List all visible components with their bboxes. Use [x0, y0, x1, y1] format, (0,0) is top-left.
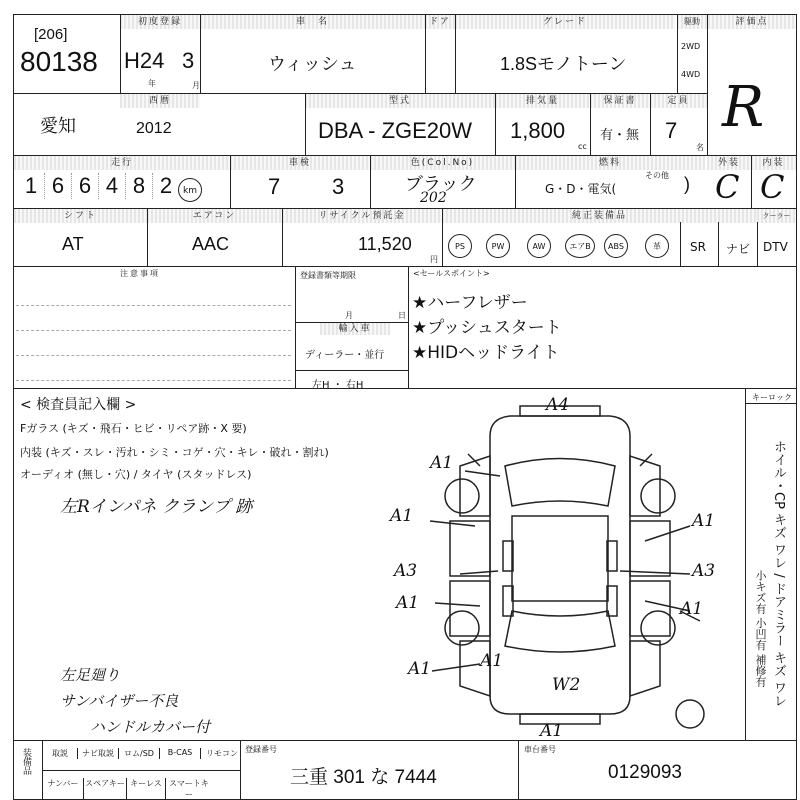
reg-deadline-header: 登録書類等期限 — [300, 271, 356, 280]
item-spare-key: スペアキー — [84, 778, 127, 800]
displacement-header: 排気量 — [495, 94, 590, 108]
sales-point: ★プッシュスタート — [412, 318, 562, 338]
car-roof — [512, 516, 608, 601]
mileage-digit: 2 — [159, 173, 173, 198]
first-reg-era: H24 — [124, 48, 165, 73]
shaken-year: 7 — [268, 174, 281, 199]
capacity-unit: 名 — [696, 143, 704, 152]
sales-point: ★HIDヘッドライト — [412, 343, 560, 363]
first-reg-month: 3 — [182, 48, 195, 73]
equip-sr: SR — [690, 240, 706, 254]
color-header: 色(Col.No) — [370, 156, 515, 170]
fuel-other: その他 — [645, 171, 669, 180]
keyless-label: キーロック — [752, 393, 792, 402]
car-windshield — [505, 459, 615, 507]
month-unit: 月 — [192, 81, 200, 90]
inspector-glass-line: Fガラス (キズ・飛石・ヒビ・リペア跡・X 要) — [20, 422, 247, 435]
car-body-outline — [490, 416, 630, 714]
car-left-rear-door — [450, 581, 490, 636]
sales-points-header: <セールスポイント> — [413, 269, 490, 278]
mileage-digit: 1 — [18, 173, 45, 199]
wheel-front-left — [445, 479, 479, 513]
chassis-number: 0129093 — [608, 762, 682, 783]
color-code: 202 — [420, 190, 447, 206]
drive-2wd: 2WD — [681, 42, 701, 51]
inspector-interior-line: 内装 (キズ・スレ・汚れ・シミ・コゲ・穴・キレ・破れ・割れ) — [20, 446, 329, 459]
inspector-audio-line: オーディオ (無し・穴) / タイヤ (スタッドレス) — [20, 468, 252, 481]
exterior-score: C — [715, 168, 740, 206]
year-unit: 年 — [148, 79, 156, 88]
items-label: 装備品 — [21, 748, 31, 775]
door-header: ドア — [425, 15, 455, 29]
inspector-note: 左足廻り — [60, 666, 121, 684]
item-navi-manual: ナビ取説 — [78, 748, 119, 759]
item-keyless: キーレス — [127, 778, 166, 800]
recycle-header: リサイクル預託金 — [282, 209, 442, 223]
item-rom-sd: ロム/SD — [119, 748, 160, 759]
item-bcas: B-CAS — [160, 748, 201, 759]
shaken-month: 3 — [332, 174, 345, 199]
displacement: 1,800 — [510, 118, 566, 143]
equip-abs: ABS — [604, 234, 628, 258]
damage-mark: A3 — [692, 561, 716, 581]
inspector-note: ハンドルカバー付 — [90, 718, 211, 736]
equip-ps: PS — [448, 234, 472, 258]
plate-label: 登録番号 — [245, 745, 277, 754]
name-header: 車 名 — [200, 15, 425, 29]
mileage-digit: 6 — [72, 173, 99, 199]
shift: AT — [62, 234, 84, 254]
items-row1 — [43, 748, 243, 759]
item-smart-key: スマートキー — [169, 779, 209, 799]
mileage-digits — [18, 173, 179, 199]
item-plate: ナンバー — [43, 778, 84, 800]
grade-header: グレード — [455, 15, 675, 29]
dealer-option: ディーラー・並行 — [305, 350, 385, 361]
ac: AAC — [192, 234, 230, 254]
wheel-front-right — [641, 479, 675, 513]
cooler-header: クーラー — [757, 209, 796, 223]
damage-mark: A1 — [692, 511, 716, 531]
damage-mark: A3 — [394, 561, 418, 581]
item-manual: 取説 — [43, 748, 78, 759]
fuel-options: G・D・電気( — [545, 182, 617, 196]
equipment-header: 純正装備品 — [442, 209, 757, 223]
equip-leather: 革 — [645, 234, 669, 258]
interior-header: 内装 — [751, 156, 796, 170]
damage-mark: W2 — [552, 675, 581, 695]
fuel-header: 燃料 — [515, 156, 705, 170]
spare-tire — [676, 700, 704, 728]
car-diagram — [380, 396, 740, 740]
plate-number: 三重 301 な 7444 — [290, 767, 437, 788]
steering-option: 左H ・ 右H — [312, 380, 364, 391]
chassis-label: 車台番号 — [524, 745, 556, 754]
lot-bracket: [206] — [34, 26, 68, 43]
equip-airbag: エアB — [565, 234, 595, 258]
prefecture: 愛知 — [40, 116, 76, 136]
items-row2 — [43, 778, 212, 800]
capacity-header: 定員 — [650, 94, 707, 108]
fuel-close: ) — [684, 174, 690, 194]
equip-navi: ナビ — [726, 242, 751, 256]
equip-pw: PW — [486, 234, 510, 258]
first-reg-header: 初度登録 — [120, 15, 200, 29]
car-name: ウィッシュ — [268, 54, 357, 74]
recycle-fee: 11,520 — [358, 234, 412, 254]
shaken-header: 車検 — [230, 156, 370, 170]
exterior-header: 外装 — [707, 156, 751, 170]
score-header: 評価点 — [708, 15, 796, 29]
lot-number: 80138 — [20, 46, 98, 77]
damage-mark: A1 — [408, 659, 432, 679]
inspector-note: サンバイザー不良 — [60, 692, 179, 710]
model-code: DBA - ZGE20W — [318, 118, 473, 143]
equip-aw: AW — [527, 234, 551, 258]
deadline-month: 月 — [345, 311, 353, 320]
car-rear-window — [505, 611, 615, 652]
diagram-side-note: ホイル・CP キズ ワレ / ドアミラー キズ ワレ — [771, 440, 786, 708]
model-header: 型式 — [305, 94, 495, 108]
damage-mark: A1 — [430, 453, 454, 473]
diagram-side-note2: 小キズ有 小凹有 補修有 — [754, 570, 767, 687]
warranty: 有・無 — [600, 128, 640, 143]
deadline-day: 日 — [398, 311, 406, 320]
damage-mark: A1 — [680, 599, 704, 619]
color-name: ブラック — [405, 174, 477, 194]
damage-mark: A1 — [540, 721, 564, 740]
mileage-digit: 4 — [99, 173, 126, 199]
equip-dtv: DTV — [763, 240, 788, 254]
car-right-front-door — [630, 521, 670, 576]
cc-unit: cc — [578, 142, 587, 151]
mileage-digit: 6 — [45, 173, 72, 199]
inspector-note: 左Rインパネ クランプ 跡 — [60, 497, 253, 517]
grade-value: 1.8Sモノトーン — [500, 54, 627, 74]
shift-header: シフト — [14, 209, 147, 223]
interior-score: C — [760, 168, 785, 206]
drive-4wd: 4WD — [681, 70, 701, 79]
mileage-km-unit: km — [178, 178, 202, 202]
car-left-front-door — [450, 521, 490, 576]
damage-mark: A4 — [546, 396, 570, 415]
drive-header: 駆動 — [677, 15, 707, 29]
car-right-rear-door — [630, 581, 670, 636]
mileage-digit: 8 — [126, 173, 153, 199]
damage-mark: A1 — [480, 651, 504, 671]
item-remote: リモコン — [206, 749, 238, 758]
inspector-title: < 検査員記入欄 > — [20, 397, 137, 413]
mileage-header: 走行 — [14, 156, 230, 170]
western-year: 2012 — [136, 120, 172, 137]
damage-mark: A1 — [390, 506, 414, 526]
warranty-header: 保証書 — [590, 94, 650, 108]
import-header: 輸入車 — [320, 323, 390, 335]
western-header: 西暦 — [120, 94, 200, 108]
damage-mark: A1 — [396, 593, 420, 613]
sales-point: ★ハーフレザー — [412, 293, 528, 313]
recycle-unit: 円 — [430, 255, 438, 264]
overall-score: R — [722, 75, 765, 140]
capacity: 7 — [665, 118, 678, 143]
caution-header: 注意事項 — [120, 269, 160, 278]
ac-header: エアコン — [147, 209, 282, 223]
